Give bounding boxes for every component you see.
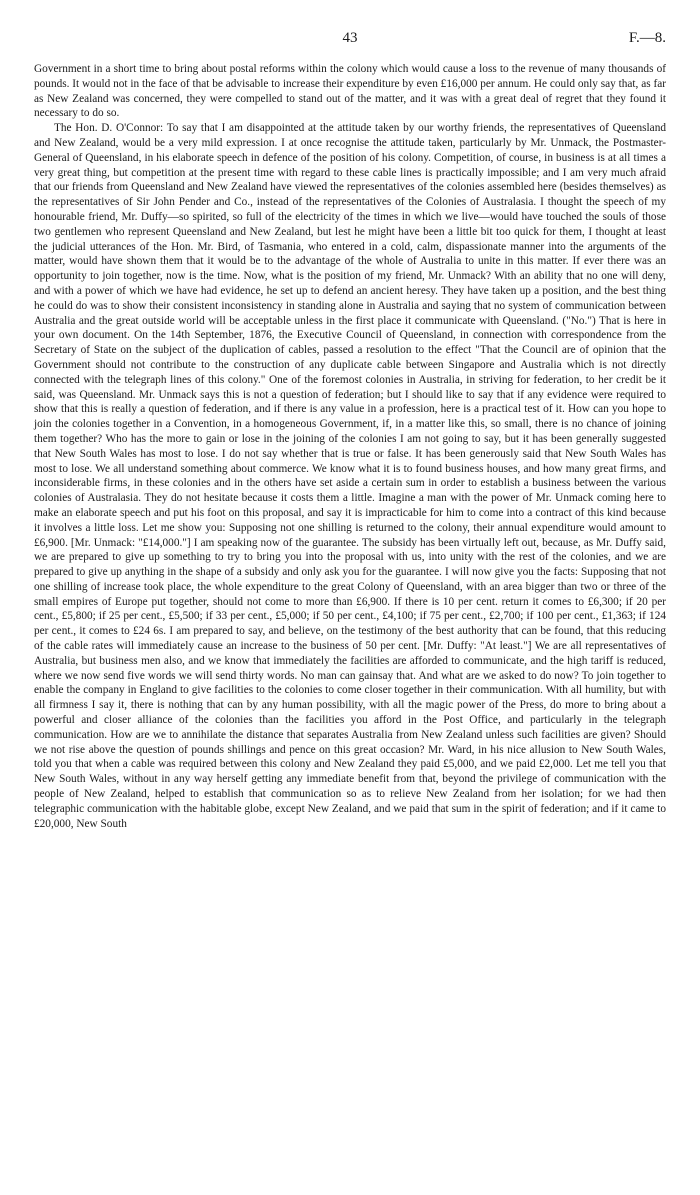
body-text (34, 62, 666, 831)
page-reference: F.—8. (628, 30, 666, 46)
paragraph: Government in a short time to bring about postal reforms within the colony which would cause a loss to the revenue of many thousands of pounds. It would not in the face of that be advisable to increase their expenditure by even £16,000 per annum. He could only say that, as far as New Zealand was concerned, they were compelled to stand out of the matter, and it was with a great deal of regret that they found it necessary to do so. (34, 63, 666, 120)
page-number: 43 (342, 30, 358, 46)
paragraph: The Hon. D. O'Connor: To say that I am disappointed at the attitude taken by our worthy friends, the representatives of Queensland and New Zealand, would be a very mild expression. I at once recognise the attitude taken, particularly by Mr. Unmack, the Postmaster-General of Queensland, in his elaborate speech in defence of the position of his colony. Competition, of course, in business is at all times a very great thing, but competition at the present time with regard to these cable lines is practically impossible; and I am very much afraid that our friends from Queensland and New Zealand have viewed the representatives of the colonies assembled here (besides themselves) as the representatives of Sir John Pender and Co., instead of the representatives of the Colonies of Australasia. I thought the speech of my honourable friend, Mr. Duffy—so spirited, so full of the electricity of the times in which we live—would have touched the souls of those two gentlemen who represent Queensland and New Zealand, but lest he might have been a little bit too quick for them, I thought at least the judicial utterances of the Hon. Mr. Bird, of Tasmania, who entered in a cold, calm, dispassionate manner into the arguments of the matter, would have shown them that it would be to the advantage of the whole of Australia to unite in this matter. If ever there was an opportunity to join together, now is the time. Now, what is the position of my friend, Mr. Unmack? With an ability that no one will deny, and with a power of which we have had evidence, he set up to defend an ancient heresy. They have taken up a position, and the best thing he could do was to show their consistent inconsistency in standing alone in Australia and saying that no system of communication between Australia and the great outside world will be acceptable unless in the first place it communicate with Queensland. ("No.") That is here in your own document. On the 14th September, 1876, the Executive Council of Queensland, in connection with correspondence from the Secretary of State on the subject of the duplication of cables, passed a resolution to the effect "That the Council are of opinion that the Government should not contribute to the construction of any duplicate cable between Singapore and Australia which is not directly connected with the telegraph lines of this colony." One of the foremost colonies in Australia, in striving for federation, to her credit be it said, was Queensland. Mr. Unmack says this is not a question of federation; but I should like to say that if any evidence were required to show that this is really a question of federation, and if there is any value in a profession, here is a practical test of it. How can you hope to join the colonies together in a Convention, in a homogeneous Government, if, in a matter like this, so small, there is no chance of joining them together? Who has the more to gain or lose in the joining of the colonies I am not going to say, but it has been generally suggested that New South Wales has most to lose. I do not say whether that is true or false. It has been generously said that New South Wales has most to lose. We all understand something about commerce. We know what it is to found business houses, and how many great firms, and inconsiderable firms, in these colonies and in the others have set aside a certain sum in order to establish a business between the various colonies of Australasia. They do not hesitate because it costs them a little. Imagine a man with the power of Mr. Unmack coming here to make an elaborate speech and put his foot on this proposal, and say it is impracticable for him to come into a contract of this kind because it involves a little loss. Let me show you: Supposing not one shilling is returned to the colony, their annual expenditure would amount to £6,900. [Mr. Unmack: "£14,000."] I am speaking now of the guarantee. The subsidy has been virtually left out, because, as Mr. Duffy said, we are prepared to give up something to try to bring you into the proposal with us, into unity with the rest of the colonies, and we are prepared to give up anything in the shape of a subsidy and only ask you for the guarantee. I will now give you the facts: Supposing that not one shilling of increase took place, the whole expenditure to the great Colony of Queensland, with an area bigger than two or three of the small empires of Europe put together, should not come to more than £6,900. If there is 10 per cent. return it comes to £6,300; if 20 per cent., £5,800; if 25 per cent., £5,500; if 33 per cent., £5,000; if 50 per cent., £4,100; if 75 per cent., £2,700; if 100 per cent., £1,363; if 124 per cent., it comes to £24 6s. I am prepared to say, and believe, on the testimony of the best authority that can be found, that this reducing of the cable rates will immediately cause an increase to the business of 50 per cent. [Mr. Duffy: "At least."] We are all representatives of Australia, but business men also, and we know that immediately the facilities are afforded to communicate, and the high tariff is reduced, where we now send five words we will send thirty words. No man can gainsay that. And what are we asked to do now? To join together to enable the company in England to give facilities to the colonies to come closer together in their communication. With all humility, but with all firmness I say it, there is nothing that can by any human possibility, with all the magic power of the Press, do more to bring about a powerful and closer alliance of the colonies than the facilities you afford in the Post Office, and particularly in the telegraph communication. How are we to annihilate the distance that separates Australia from New Zealand unless such facilities are given? Should we not rise above the question of pounds shillings and pence on this great occasion? Mr. Ward, in his nice allusion to New South Wales, told you that when a cable was required between this colony and New Zealand they paid £5,000, and we paid £2,000. Let me tell you that New South Wales, without in any way herself getting any immediate benefit from that, beyond the privilege of communication with the people of New Zealand, helped to establish that communication so as to relieve New Zealand from her isolation; for we had then telegraphic communication with the habitable globe, except New Zealand, and we paid that sum in the spirit of federation; and if it came to £20,000, New South (34, 122, 666, 830)
